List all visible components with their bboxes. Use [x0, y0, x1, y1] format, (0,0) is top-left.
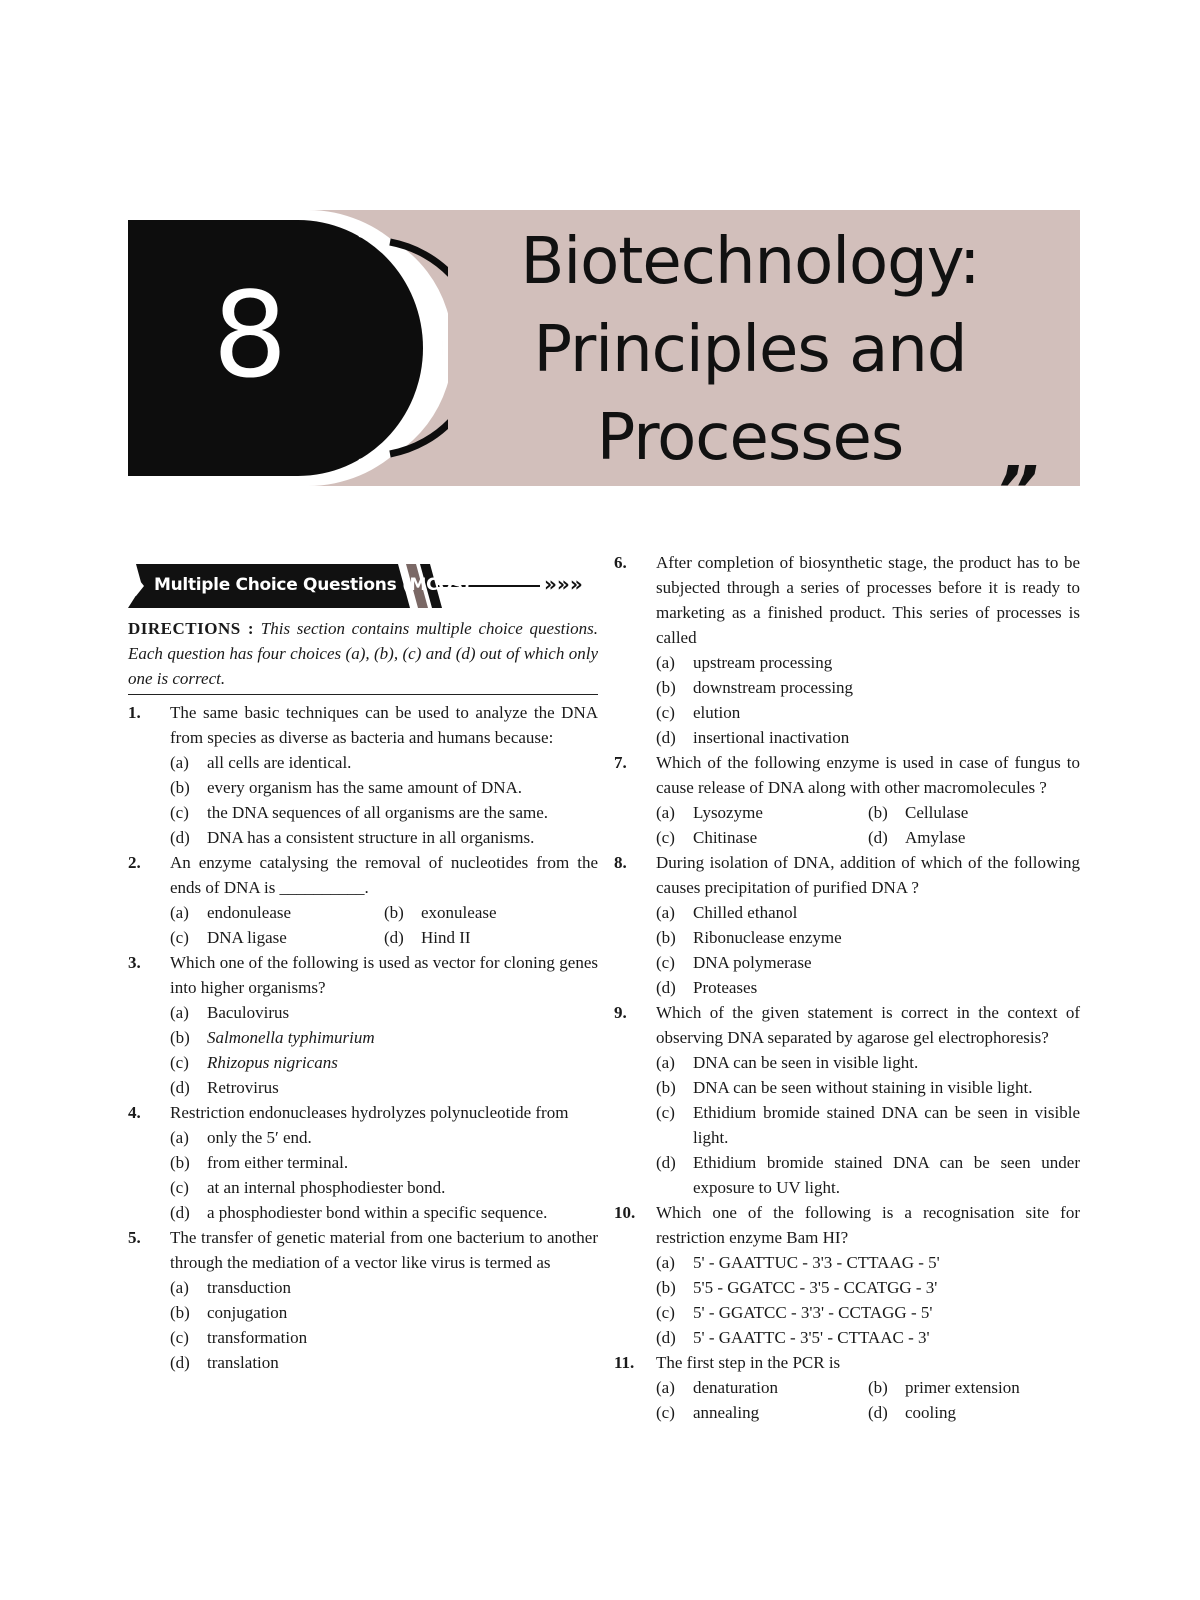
- option-text: DNA polymerase: [693, 953, 812, 972]
- option-item: [170, 925, 384, 950]
- question-item: [128, 850, 598, 950]
- option-label: (d): [656, 728, 676, 747]
- option-label: (d): [656, 978, 676, 997]
- option-text: Lysozyme: [693, 803, 763, 822]
- option-item: [868, 825, 1080, 850]
- question-item: [614, 750, 1080, 850]
- option-text: DNA can be seen in visible light.: [693, 1053, 919, 1072]
- option-text: 5' - GGATCC - 3'3' - CCTAGG - 5': [693, 1303, 933, 1322]
- chapter-title: [470, 218, 1030, 482]
- questions-column-right: [614, 550, 1080, 1425]
- question-item: [614, 1200, 1080, 1350]
- quote-mark-icon: ”: [996, 452, 1039, 529]
- option-text: upstream processing: [693, 653, 833, 672]
- option-text: exonulease: [421, 903, 497, 922]
- option-label: (c): [170, 1053, 189, 1072]
- option-text: 5'5 - GGATCC - 3'5 - CCATGG - 3': [693, 1278, 938, 1297]
- section-arrows-icon: »»»: [544, 572, 583, 596]
- option-item: [170, 900, 384, 925]
- option-text: downstream processing: [693, 678, 854, 697]
- option-text: a phosphodiester bond within a specific sequence.: [207, 1203, 548, 1222]
- chapter-title-line: Principles and: [533, 313, 967, 387]
- option-label: (c): [656, 828, 675, 847]
- option-list: [170, 750, 598, 850]
- option-item: [868, 800, 1080, 825]
- option-label: (d): [868, 1403, 888, 1422]
- option-text: 5' - GAATTUC - 3'3 - CTTAAG - 5': [693, 1253, 940, 1272]
- question-number: 3.: [128, 953, 141, 972]
- option-label: (d): [170, 1353, 190, 1372]
- question-number: 2.: [128, 853, 141, 872]
- option-text: Chilled ethanol: [693, 903, 798, 922]
- option-label: (c): [656, 1303, 675, 1322]
- question-number: 4.: [128, 1103, 141, 1122]
- option-list: [170, 1125, 598, 1225]
- question-number: 11.: [614, 1353, 635, 1372]
- option-item: [170, 775, 598, 800]
- option-label: (d): [868, 828, 888, 847]
- question-number: 7.: [614, 753, 627, 772]
- option-item: [170, 1275, 598, 1300]
- option-item: [170, 1150, 598, 1175]
- question-item: [128, 950, 598, 1100]
- option-item: [656, 975, 1080, 1000]
- question-number: 1.: [128, 703, 141, 722]
- question-item: [614, 1350, 1080, 1425]
- option-list: [170, 1000, 598, 1100]
- question-text: The transfer of genetic material from one bacterium to another through the mediation of a vector like virus is termed as: [170, 1228, 598, 1272]
- question-text: After completion of biosynthetic stage, the product has to be subjected through a series of processes before it is ready to marketing as a finished product. This series of processes is called: [656, 553, 1080, 647]
- option-item: [170, 800, 598, 825]
- option-text: annealing: [693, 1403, 760, 1422]
- option-item: [170, 1000, 598, 1025]
- option-text: cooling: [905, 1403, 956, 1422]
- option-list: [656, 1250, 1080, 1350]
- option-item: [656, 1075, 1080, 1100]
- option-item: [868, 1375, 1080, 1400]
- option-item: [170, 1325, 598, 1350]
- option-text: Rhizopus nigricans: [207, 1053, 338, 1072]
- section-label: Multiple Choice Questions (MCQs): [154, 575, 470, 595]
- option-item: [170, 1075, 598, 1100]
- option-item: [656, 1050, 1080, 1075]
- option-label: (d): [384, 928, 404, 947]
- option-label: (d): [170, 1078, 190, 1097]
- option-list: [656, 1375, 1080, 1425]
- option-label: (c): [170, 1328, 189, 1347]
- question-text: An enzyme catalysing the removal of nucleotides from the ends of DNA is __________.: [170, 853, 598, 897]
- directions-label: DIRECTIONS :: [128, 619, 255, 638]
- option-text: Hind II: [421, 928, 471, 947]
- option-text: Salmonella typhimurium: [207, 1028, 375, 1047]
- option-label: (a): [170, 1003, 189, 1022]
- option-text: 5' - GAATTC - 3'5' - CTTAAC - 3': [693, 1328, 930, 1347]
- directions-text: This section contains multiple choice questions. Each question has four choices (a), (b), (c) and (d) out of which only one is correct.: [128, 619, 598, 688]
- option-label: (c): [170, 1178, 189, 1197]
- option-text: at an internal phosphodiester bond.: [207, 1178, 446, 1197]
- option-label: (b): [656, 928, 676, 947]
- option-label: (a): [170, 1278, 189, 1297]
- option-text: Proteases: [693, 978, 758, 997]
- question-text: During isolation of DNA, addition of which of the following causes precipitation of purified DNA ?: [656, 853, 1080, 897]
- option-item: [170, 1175, 598, 1200]
- option-text: Ribonuclease enzyme: [693, 928, 842, 947]
- question-item: [614, 550, 1080, 750]
- question-item: [128, 1225, 598, 1375]
- option-item: [656, 825, 868, 850]
- option-label: (a): [656, 1053, 675, 1072]
- option-item: [170, 1200, 598, 1225]
- option-text: every organism has the same amount of DNA.: [207, 778, 523, 797]
- option-label: (b): [868, 803, 888, 822]
- option-label: (c): [170, 928, 189, 947]
- option-text: Amylase: [905, 828, 966, 847]
- option-text: all cells are identical.: [207, 753, 352, 772]
- option-label: (d): [656, 1328, 676, 1347]
- option-item: [656, 1275, 1080, 1300]
- option-text: Ethidium bromide stained DNA can be seen under exposure to UV light.: [693, 1153, 1080, 1197]
- chapter-number: 8: [212, 266, 288, 404]
- option-text: DNA ligase: [207, 928, 287, 947]
- option-text: Cellulase: [905, 803, 969, 822]
- option-item: [170, 1300, 598, 1325]
- option-label: (b): [656, 1078, 676, 1097]
- question-text: Which of the following enzyme is used in case of fungus to cause release of DNA along with other macromolecules ?: [656, 753, 1080, 797]
- question-text: Which one of the following is used as vector for cloning genes into higher organisms?: [170, 953, 598, 997]
- option-text: transduction: [207, 1278, 292, 1297]
- question-number: 9.: [614, 1003, 627, 1022]
- option-item: [656, 800, 868, 825]
- option-text: the DNA sequences of all organisms are the same.: [207, 803, 549, 822]
- option-item: [384, 925, 598, 950]
- option-label: (b): [868, 1378, 888, 1397]
- option-label: (b): [170, 1153, 190, 1172]
- option-text: transformation: [207, 1328, 308, 1347]
- option-label: (c): [170, 803, 189, 822]
- option-text: Baculovirus: [207, 1003, 290, 1022]
- option-label: (b): [384, 903, 404, 922]
- option-text: insertional inactivation: [693, 728, 850, 747]
- option-list: [170, 1275, 598, 1375]
- option-item: [656, 900, 1080, 925]
- option-label: (c): [656, 703, 675, 722]
- option-item: [656, 1325, 1080, 1350]
- option-label: (a): [656, 903, 675, 922]
- option-label: (b): [656, 1278, 676, 1297]
- option-label: (b): [170, 1303, 190, 1322]
- option-item: [868, 1400, 1080, 1425]
- option-item: [656, 700, 1080, 725]
- questions-column-left: [128, 700, 598, 1375]
- option-label: (c): [656, 953, 675, 972]
- option-item: [656, 1375, 868, 1400]
- option-item: [656, 925, 1080, 950]
- option-list: [656, 1050, 1080, 1200]
- option-item: [170, 1050, 598, 1075]
- option-item: [656, 650, 1080, 675]
- option-label: (a): [170, 753, 189, 772]
- option-label: (b): [656, 678, 676, 697]
- option-label: (a): [170, 903, 189, 922]
- option-text: Ethidium bromide stained DNA can be seen in visible light.: [693, 1103, 1080, 1147]
- option-text: from either terminal.: [207, 1153, 349, 1172]
- option-item: [170, 1125, 598, 1150]
- option-list: [656, 650, 1080, 750]
- option-item: [656, 725, 1080, 750]
- option-text: only the 5′ end.: [207, 1128, 312, 1147]
- option-label: (a): [656, 803, 675, 822]
- option-text: translation: [207, 1353, 279, 1372]
- option-label: (c): [656, 1403, 675, 1422]
- question-text: The first step in the PCR is: [656, 1353, 841, 1372]
- directions-divider: [128, 694, 598, 695]
- option-text: Chitinase: [693, 828, 758, 847]
- option-text: denaturation: [693, 1378, 778, 1397]
- option-item: [656, 1150, 1080, 1200]
- option-item: [170, 825, 598, 850]
- option-item: [170, 750, 598, 775]
- option-item: [170, 1350, 598, 1375]
- question-text: Restriction endonucleases hydrolyzes polynucleotide from: [170, 1103, 569, 1122]
- option-label: (d): [656, 1153, 676, 1172]
- section-header: [128, 562, 598, 610]
- option-label: (a): [656, 1253, 675, 1272]
- question-item: [614, 850, 1080, 1000]
- option-list: [170, 900, 598, 950]
- option-text: elution: [693, 703, 741, 722]
- option-label: (a): [656, 653, 675, 672]
- question-item: [128, 1100, 598, 1225]
- option-label: (b): [170, 778, 190, 797]
- question-item: [614, 1000, 1080, 1200]
- option-text: DNA has a consistent structure in all organisms.: [207, 828, 535, 847]
- option-list: [656, 800, 1080, 850]
- option-list: [656, 900, 1080, 1000]
- option-label: (d): [170, 828, 190, 847]
- option-label: (c): [656, 1103, 675, 1122]
- question-number: 10.: [614, 1203, 636, 1222]
- option-label: (b): [170, 1028, 190, 1047]
- option-item: [656, 1250, 1080, 1275]
- option-text: Retrovirus: [207, 1078, 279, 1097]
- option-label: (d): [170, 1203, 190, 1222]
- question-number: 5.: [128, 1228, 141, 1247]
- option-item: [656, 1100, 1080, 1150]
- question-number: 6.: [614, 553, 627, 572]
- option-text: conjugation: [207, 1303, 288, 1322]
- directions: [128, 616, 598, 691]
- option-text: primer extension: [905, 1378, 1020, 1397]
- question-text: The same basic techniques can be used to analyze the DNA from species as diverse as bacteria and humans because:: [170, 703, 598, 747]
- option-item: [656, 675, 1080, 700]
- option-label: (a): [170, 1128, 189, 1147]
- option-item: [384, 900, 598, 925]
- option-item: [656, 1300, 1080, 1325]
- chapter-title-line: Biotechnology:: [520, 225, 980, 299]
- option-text: DNA can be seen without staining in visible light.: [693, 1078, 1033, 1097]
- option-item: [656, 1400, 868, 1425]
- option-text: endonulease: [207, 903, 292, 922]
- chapter-title-line: Processes: [596, 401, 904, 475]
- question-text: Which of the given statement is correct in the context of observing DNA separated by agarose gel electrophoresis?: [656, 1003, 1080, 1047]
- question-text: Which one of the following is a recognisation site for restriction enzyme Bam HI?: [656, 1203, 1080, 1247]
- option-item: [656, 950, 1080, 975]
- option-item: [170, 1025, 598, 1050]
- option-label: (a): [656, 1378, 675, 1397]
- question-item: [128, 700, 598, 850]
- question-number: 8.: [614, 853, 627, 872]
